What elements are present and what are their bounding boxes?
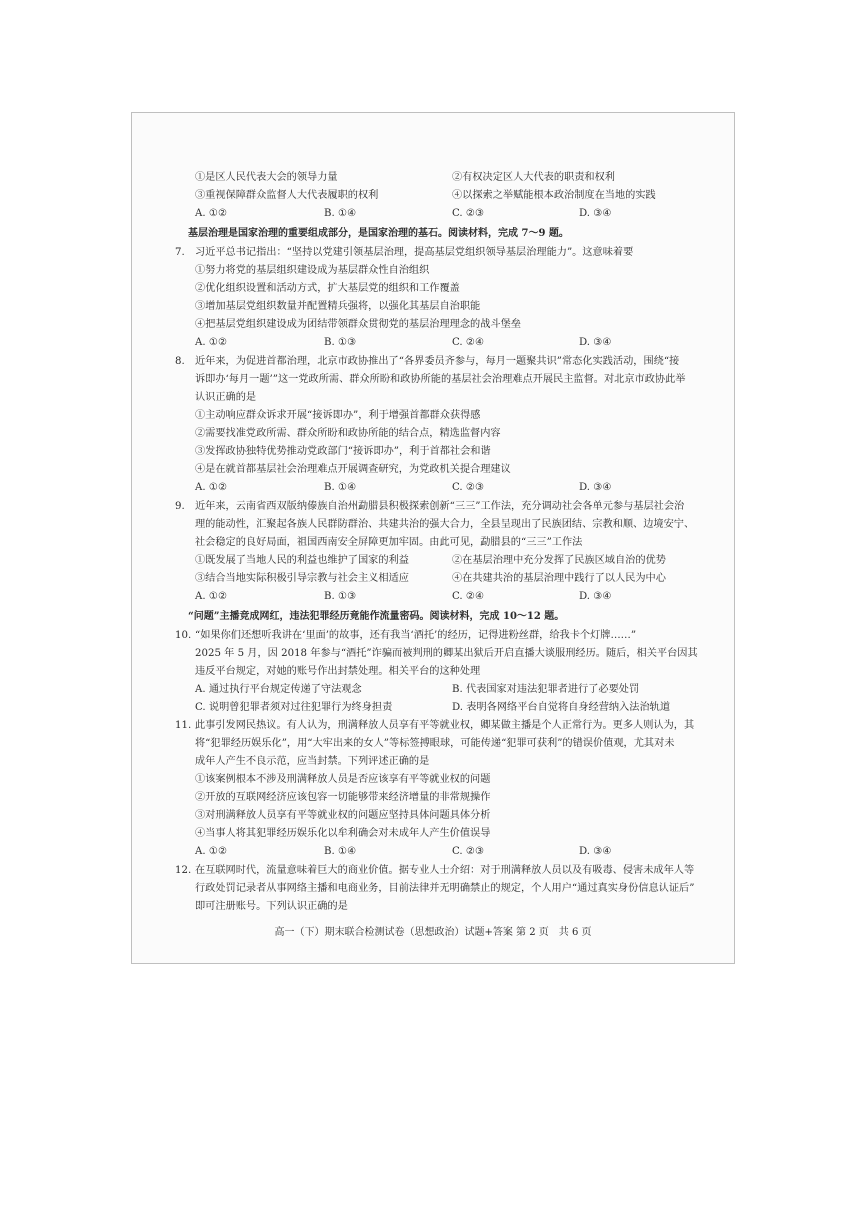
q11-option-a: A. ①② bbox=[195, 846, 228, 857]
q11-option-d: D. ③④ bbox=[579, 846, 612, 857]
q9-option-a: A. ①② bbox=[195, 591, 228, 602]
q8-statement-1: ①主动响应群众诉求开展“接诉即办”，利于增强首都群众获得感 bbox=[195, 410, 481, 421]
q6-statement-1: ①是区人民代表大会的领导力量 bbox=[195, 172, 338, 183]
exam-page bbox=[131, 112, 735, 964]
q8-number: 8. bbox=[175, 356, 185, 367]
q6-statement-3: ③重视保障群众监督人大代表履职的权利 bbox=[195, 190, 379, 201]
q8-statement-4: ④是在就首都基层社会治理难点开展调查研究，为党政机关提合理建议 bbox=[195, 464, 511, 475]
q7-option-b: B. ①③ bbox=[324, 337, 357, 348]
q6-option-b: B. ①④ bbox=[324, 208, 357, 219]
q9-statement-3: ③结合当地实际积极引导宗教与社会主义相适应 bbox=[195, 573, 409, 584]
q11-option-b: B. ①④ bbox=[324, 846, 357, 857]
q8-statement-2: ②需要找准党政所需、群众所盼和政协所能的结合点，精选监督内容 bbox=[195, 428, 501, 439]
q7-option-c: C. ②④ bbox=[452, 337, 485, 348]
q10-stem-line-2: 2025 年 5 月，因 2018 年参与“酒托”诈骗而被判刑的卿某出狱后开启直播大谈服刑经历。随后，相关平台因其 bbox=[195, 648, 698, 659]
q7-statement-2: ②优化组织设置和活动方式，扩大基层党的组织和工作覆盖 bbox=[195, 283, 460, 294]
q8-stem-line-2: 诉即办‘每月一题’”这一党政所需、群众所盼和政协所能的基层社会治理难点开展民主监督。对北京市政协此举 bbox=[195, 374, 686, 385]
q8-stem-line-3: 认识正确的是 bbox=[195, 392, 257, 403]
q10-stem-line-1: “如果你们还想听我讲在‘里面’的故事，还有我当‘酒托’的经历，记得进粉丝群，给我卡个灯牌……” bbox=[195, 630, 637, 641]
q11-statement-4: ④当事人将其犯罪经历娱乐化以牟利确会对未成年人产生价值误导 bbox=[195, 828, 491, 839]
q12-stem-line-1: 在互联网时代，流量意味着巨大的商业价值。据专业人士介绍：对于刑满释放人员以及有吸毒、侵害未成年人等 bbox=[195, 865, 695, 876]
q9-option-d: D. ③④ bbox=[579, 591, 612, 602]
q9-statement-4: ④在共建共治的基层治理中践行了以人民为中心 bbox=[452, 573, 666, 584]
q9-option-b: B. ①③ bbox=[324, 591, 357, 602]
q11-stem-line-1: 此事引发网民热议。有人认为，刑满释放人员享有平等就业权，卿某做主播是个人正常行为。更多人则认为，其 bbox=[195, 720, 695, 731]
q8-statement-3: ③发挥政协独特优势推动党政部门“接诉即办”，利于首都社会和谐 bbox=[195, 446, 491, 457]
q6-statement-4: ④以探索之举赋能根本政治制度在当地的实践 bbox=[452, 190, 656, 201]
material-intro-10-12: “问题”主播竞成网红，违法犯罪经历竟能作流量密码。阅读材料，完成 10～12 题。 bbox=[188, 611, 565, 622]
q12-number: 12. bbox=[175, 865, 192, 876]
q9-option-c: C. ②④ bbox=[452, 591, 485, 602]
q10-option-b: B. 代表国家对违法犯罪者进行了必要处罚 bbox=[452, 684, 640, 695]
q8-option-b: B. ①④ bbox=[324, 482, 357, 493]
q10-option-c: C. 说明曾犯罪者须对过往犯罪行为终身担责 bbox=[195, 702, 393, 713]
q9-stem-line-2: 理的能动性，汇聚起各族人民群防群治、共建共治的强大合力，全县呈现出了民族团结、宗教和顺、边境安宁、 bbox=[195, 519, 695, 530]
q6-option-d: D. ③④ bbox=[579, 208, 612, 219]
q9-statement-2: ②在基层治理中充分发挥了民族区域自治的优势 bbox=[452, 555, 666, 566]
q8-option-d: D. ③④ bbox=[579, 482, 612, 493]
q7-option-d: D. ③④ bbox=[579, 337, 612, 348]
q12-stem-line-3: 即可注册账号。下列认识正确的是 bbox=[195, 901, 348, 912]
page-footer: 高一（下）期末联合检测试卷（思想政治）试题+答案 第 2 页 共 6 页 bbox=[274, 927, 592, 938]
q12-stem-line-2: 行政处罚记录者从事网络主播和电商业务，目前法律并无明确禁止的规定，个人用户“通过真实身份信息认证后” bbox=[195, 883, 695, 894]
q9-statement-1: ①既发展了当地人民的利益也维护了国家的利益 bbox=[195, 555, 409, 566]
q9-stem-line-3: 社会稳定的良好局面，祖国西南安全屏障更加牢固。由此可见，勐腊县的“三三”工作法 bbox=[195, 537, 583, 548]
q6-statement-2: ②有权决定区人大代表的职责和权利 bbox=[452, 172, 615, 183]
q7-statement-1: ①努力将党的基层组织建设成为基层群众性自治组织 bbox=[195, 265, 430, 276]
q6-option-a: A. ①② bbox=[195, 208, 228, 219]
q7-number: 7. bbox=[175, 247, 185, 258]
q7-option-a: A. ①② bbox=[195, 337, 228, 348]
q6-option-c: C. ②③ bbox=[452, 208, 485, 219]
q11-statement-3: ③对刑满释放人员享有平等就业权的问题应坚持具体问题具体分析 bbox=[195, 810, 491, 821]
q11-stem-line-3: 成年人产生不良示范，应当封禁。下列评述正确的是 bbox=[195, 756, 430, 767]
q9-number: 9. bbox=[175, 501, 185, 512]
q10-stem-line-3: 违反平台规定，对她的账号作出封禁处理。相关平台的这种处理 bbox=[195, 666, 481, 677]
q10-option-d: D. 表明各网络平台自觉将自身经营纳入法治轨道 bbox=[452, 702, 671, 713]
q11-statement-1: ①该案例根本不涉及刑满释放人员是否应该享有平等就业权的问题 bbox=[195, 774, 491, 785]
q11-number: 11. bbox=[175, 720, 192, 731]
q7-statement-4: ④把基层党组织建设成为团结带领群众贯彻党的基层治理理念的战斗堡垒 bbox=[195, 319, 521, 330]
q9-stem-line-1: 近年来，云南省西双版纳傣族自治州勐腊县积极探索创新“三三”工作法，充分调动社会各单元参与基层社会治 bbox=[195, 501, 685, 512]
q7-stem: 习近平总书记指出：“坚持以党建引领基层治理，提高基层党组织领导基层治理能力”。这意味着要 bbox=[195, 247, 634, 258]
q10-option-a: A. 通过执行平台规定传递了守法观念 bbox=[195, 684, 362, 695]
q8-option-c: C. ②③ bbox=[452, 482, 485, 493]
q10-number: 10. bbox=[175, 630, 192, 641]
q7-statement-3: ③增加基层党组织数量并配置精兵强将，以强化其基层自治职能 bbox=[195, 301, 481, 312]
q8-option-a: A. ①② bbox=[195, 482, 228, 493]
q11-option-c: C. ②③ bbox=[452, 846, 485, 857]
q11-statement-2: ②开放的互联网经济应该包容一切能够带来经济增量的非常规操作 bbox=[195, 792, 491, 803]
q11-stem-line-2: 将“犯罪经历娱乐化”，用“大牢出来的女人”等标签搏眼球，可能传递“犯罪可获利”的错误价值观，尤其对未 bbox=[195, 738, 675, 749]
q8-stem-line-1: 近年来，为促进首都治理，北京市政协推出了“各界委员齐参与，每月一题聚共识”常态化实践活动，围绕“接 bbox=[195, 356, 680, 367]
material-intro-7-9: 基层治理是国家治理的重要组成部分，是国家治理的基石。阅读材料，完成 7～9 题。 bbox=[188, 228, 569, 239]
